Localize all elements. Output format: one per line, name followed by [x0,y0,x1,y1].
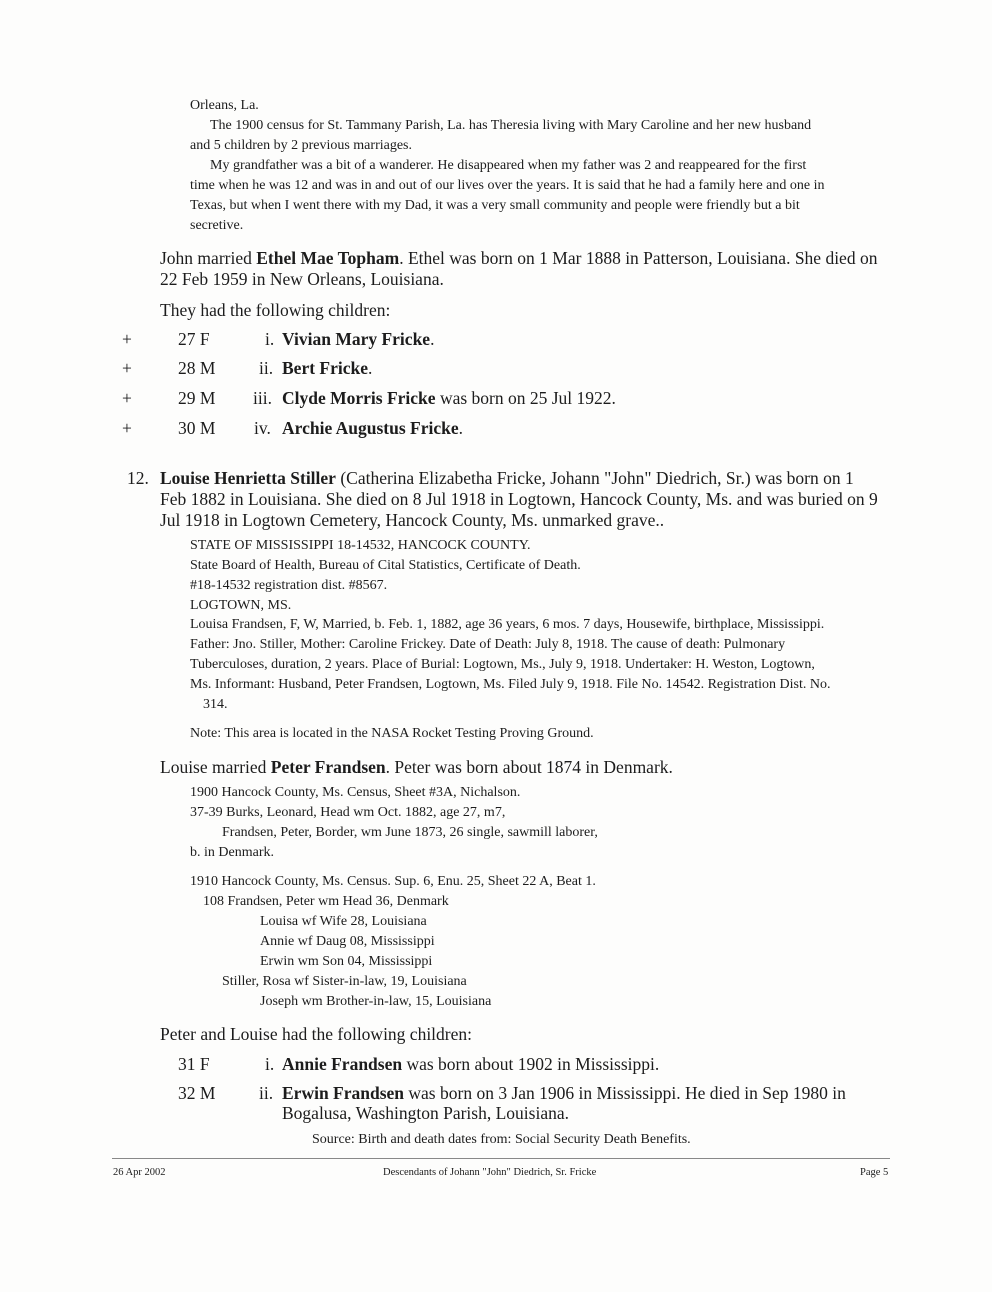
marriage-prefix: John married [160,248,257,268]
john-marriage-line2: 22 Feb 1959 in New Orleans, Louisiana. [160,269,444,289]
intro-line: Texas, but when I went there with my Dad, it was a very small community and people were friendly but a bit [190,198,800,213]
record-line: #18-14532 registration dist. #8567. [190,578,388,593]
child-details: . [430,329,435,349]
census-line: Joseph wm Brother-in-law, 15, Louisiana [260,994,492,1009]
marriage-prefix: Louise married [160,757,271,777]
census-line: Louisa wf Wife 28, Louisiana [260,914,427,929]
spouse-name: Peter Frandsen [270,757,386,777]
spouse-name: Ethel Mae Topham [256,248,400,268]
child-number: 32 M [178,1083,216,1103]
descendant-marker: + [122,388,132,408]
footer-page-number: Page 5 [860,1167,889,1178]
footer-divider [112,1158,890,1159]
child-entry [282,358,372,379]
child-number: 29 M [178,388,216,408]
intro-line: time when he was 12 and was in and out of our lives over the years. It is said that he had a family here and one in [190,178,825,193]
child-entry [282,1054,659,1075]
child-name: Erwin Frandsen [282,1083,405,1103]
child-name: Vivian Mary Fricke [282,329,431,349]
census-line: 1900 Hancock County, Ms. Census, Sheet #3A, Nichalson. [190,785,521,800]
entry-number: 12. [127,468,149,488]
record-line: Ms. Informant: Husband, Peter Frandsen, Logtown, Ms. Filed July 9, 1918. File No. 14542. Registration Dist. No. [190,677,831,692]
census-line: 37-39 Burks, Leonard, Head wm Oct. 1882, age 27, m7, [190,805,506,820]
intro-line: My grandfather was a bit of a wanderer. He disappeared when my father was 2 and reappeared for the first [210,158,807,173]
child-number: 31 F [178,1054,210,1074]
descendant-marker: + [122,418,132,438]
child-roman: i. [265,329,275,349]
record-line: Father: Jno. Stiller, Mother: Caroline Frickey. Date of Death: July 8, 1918. The cause of death: Pulmonary [190,637,786,652]
marriage-details: . Peter was born about 1874 in Denmark. [385,757,673,777]
entry-line: Jul 1918 in Logtown Cemetery, Hancock County, Ms. unmarked grave.. [160,510,665,530]
child-details: . [368,358,373,378]
child-roman: ii. [259,358,274,378]
census-line: Erwin wm Son 04, Mississippi [260,954,433,969]
child-details: . [458,418,463,438]
descendant-marker: + [122,329,132,349]
record-line: STATE OF MISSISSIPPI 18-14532, HANCOCK COUNTY. [190,538,531,553]
child-roman: iii. [253,388,272,408]
footer-title: Descendants of Johann "John" Diedrich, Sr. Fricke [383,1167,597,1178]
child-number: 30 M [178,418,216,438]
peter-marriage-line [160,757,673,778]
child-roman: ii. [259,1083,274,1103]
child-name: Archie Augustus Fricke [282,418,459,438]
census-line: 1910 Hancock County, Ms. Census. Sup. 6, Enu. 25, Sheet 22 A, Beat 1. [190,874,596,889]
child-name: Bert Fricke [282,358,368,378]
child-entry [282,418,463,439]
footer-date: 26 Apr 2002 [113,1167,166,1178]
census-line: 108 Frandsen, Peter wm Head 36, Denmark [203,894,449,909]
children-intro: They had the following children: [160,300,391,320]
intro-line: secretive. [190,218,244,233]
descendant-marker: + [122,358,132,378]
child-number: 27 F [178,329,210,349]
record-line: State Board of Health, Bureau of Cital Statistics, Certificate of Death. [190,558,581,573]
census-line: Stiller, Rosa wf Sister-in-law, 19, Louisiana [222,974,467,989]
census-line: Annie wf Daug 08, Mississippi [260,934,435,949]
child-roman: iv. [254,418,271,438]
census-line: b. in Denmark. [190,845,274,860]
child-name: Annie Frandsen [282,1054,403,1074]
intro-line: The 1900 census for St. Tammany Parish, La. has Theresia living with Mary Caroline and her new husband [210,118,812,133]
intro-line: Orleans, La. [190,98,259,113]
record-line: LOGTOWN, MS. [190,598,292,613]
child-number: 28 M [178,358,216,378]
child-details: was born about 1902 in Mississippi. [402,1054,660,1074]
child-roman: i. [265,1054,275,1074]
marriage-details: . Ethel was born on 1 Mar 1888 in Patterson, Louisiana. She died on [399,248,878,268]
children-intro: Peter and Louise had the following children: [160,1024,473,1044]
person-name: Louise Henrietta Stiller [160,468,336,488]
child-details-line2: Bogalusa, Washington Parish, Louisiana. [282,1103,569,1123]
source-note: Source: Birth and death dates from: Social Security Death Benefits. [312,1132,691,1147]
child-entry [282,388,616,409]
census-line: Frandsen, Peter, Border, wm June 1873, 26 single, sawmill laborer, [222,825,598,840]
entry-line: Feb 1882 in Louisiana. She died on 8 Jul 1918 in Logtown, Hancock County, Ms. and was buried on 9 [160,489,878,509]
child-entry [282,329,434,350]
record-note: Note: This area is located in the NASA Rocket Testing Proving Ground. [190,726,594,741]
record-line: Tuberculoses, duration, 2 years. Place of Burial: Logtown, Ms., July 9, 1918. Undertaker: H. Weston, Logtown, [190,657,815,672]
child-details: was born on 3 Jan 1906 in Mississippi. He died in Sep 1980 in [404,1083,846,1103]
record-line: Louisa Frandsen, F, W, Married, b. Feb. 1, 1882, age 36 years, 6 mos. 7 days, Housewife, birthplace, Mississippi. [190,617,825,632]
john-marriage-line [160,248,877,269]
entry-details: (Catherina Elizabetha Fricke, Johann "John" Diedrich, Sr.) was born on 1 [335,468,854,488]
child-details: was born on 25 Jul 1922. [435,388,616,408]
intro-line: and 5 children by 2 previous marriages. [190,138,412,153]
record-line: 314. [203,697,228,712]
child-entry [282,1083,846,1104]
child-name: Clyde Morris Fricke [282,388,436,408]
entry-heading [160,468,854,489]
